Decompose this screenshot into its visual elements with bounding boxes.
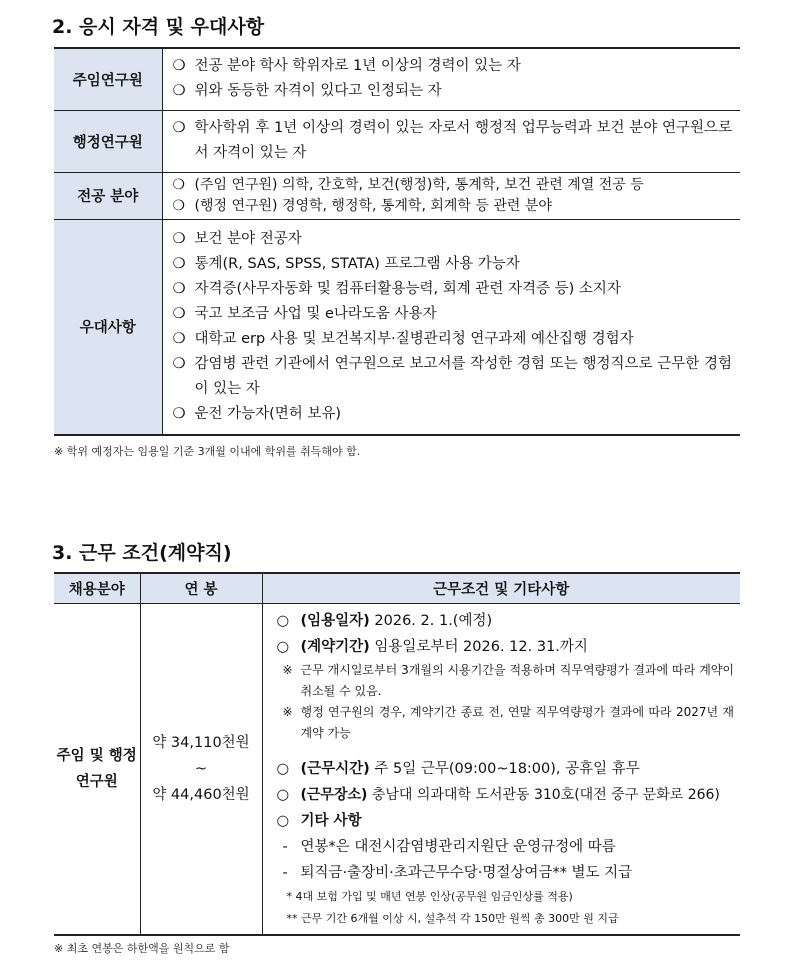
table-row	[54, 604, 740, 936]
bullet-icon: ❍	[172, 83, 186, 100]
list-item: ○ (계약기간) 임용일로부터 2026. 12. 31.까지	[277, 634, 735, 660]
footnote: * 4대 보험 가입 및 매년 연봉 인상(공무원 임금인상률 적용)	[286, 890, 573, 903]
circle-icon: ○	[276, 761, 290, 777]
section2-title: 2. 응시 자격 및 우대사항	[52, 16, 265, 38]
circle-icon: ○	[276, 639, 290, 655]
bullet-icon: ❍	[172, 280, 186, 297]
bullet-icon: ❍	[172, 230, 186, 247]
bullet-icon: ❍	[172, 176, 186, 193]
field-cell: 주임 및 행정 연구원	[54, 604, 140, 936]
list-item: ○ (근무장소) 충남대 의과대학 도서관동 310호(대전 중구 문화로 266)	[277, 782, 735, 808]
section2-note: ※ 학위 예정자는 임용일 기준 3개월 이내에 학위를 취득해야 함.	[54, 445, 361, 458]
bullet-icon: ❍	[172, 405, 186, 422]
bullet-icon: ❍	[172, 355, 186, 372]
sub-note: ※ 행정 연구원의 경우, 계약기간 종료 전, 연말 직무역량평가 결과에 따라 2027년 재계약 가능	[282, 705, 734, 740]
footnote: ** 근무 기간 6개월 이상 시, 설추석 각 150만 원씩 총 300만 원 지급	[286, 912, 619, 925]
bullet-icon: ❍	[172, 120, 186, 136]
row-label: 전공 분야	[54, 172, 162, 219]
list-item: ○ 기타 사항	[277, 808, 735, 834]
bullet-icon: ❍	[172, 58, 186, 75]
sub-note: ※ 근무 개시일로부터 3개월의 시용기간을 적용하며 직무역량평가 결과에 따라 계약이 취소될 수 있음.	[282, 663, 734, 698]
circle-icon: ○	[276, 613, 290, 629]
salary-cell: 약 34,110천원 ~ 약 44,460천원	[140, 604, 262, 936]
circle-icon: ○	[276, 787, 290, 803]
table-row: 우대사항 ❍ 보건 분야 전공자 ❍ 통계(R, SAS, SPSS, STATA) 프로그램 사용 가능자 ❍ 자격증(사무자동화 및 컴퓨터활용능력, 회계 관련 자격증 등) 소지자 ❍ 국고 보조금 사업 및 e나라도움 사용자 ❍ 대학교 erp 사용 및 보건복지부·질병관리청 연구과제 예산집행 경험자 ❍ 감염병 관련 기관에서 연구원으로 보고서를 작성한 경험 또는 행정직으로 근무한 경험이 있는 자 ❍ 운전 가능자(면허 보유)	[54, 219, 740, 435]
row-label: 주임연구원	[54, 48, 162, 110]
row-label: 행정연구원	[54, 110, 162, 172]
table-header-row	[54, 573, 740, 604]
bullet-icon: ❍	[172, 330, 186, 347]
list-item: ○ (임용일자) 2026. 2. 1.(예정)	[277, 608, 735, 634]
header-field: 채용분야	[54, 573, 140, 604]
list-item: - 연봉*은 대전시감염병관리지원단 운영규정에 따름	[282, 839, 616, 855]
section3-note: ※ 최초 연봉은 하한액을 원칙으로 함	[54, 942, 230, 955]
list-item: - 퇴직금·출장비·초과근무수당·명절상여금** 별도 지급	[282, 865, 633, 881]
list-item: ○ (근무시간) 주 5일 근무(09:00~18:00), 공휴일 휴무	[277, 756, 735, 782]
header-conditions: 근무조건 및 기타사항	[262, 573, 740, 604]
bullet-icon: ❍	[172, 197, 186, 214]
work-conditions-table	[54, 572, 740, 936]
bullet-icon: ❍	[172, 305, 186, 322]
header-salary: 연 봉	[140, 573, 262, 604]
table-row: 행정연구원 ❍ 학사학위 후 1년 이상의 경력이 있는 자로서 행정적 업무능력과 보건 분야 연구원으로서 자격이 있는 자	[54, 110, 740, 172]
section3-title: 3. 근무 조건(계약직)	[52, 542, 232, 564]
row-label: 우대사항	[54, 219, 162, 435]
table-row: 전공 분야 ❍ (주임 연구원) 의학, 간호학, 보건(행정)학, 통계학, 보건 관련 계열 전공 등 ❍ (행정 연구원) 경영학, 행정학, 통계학, 회계학 등 관련 분야	[54, 172, 740, 219]
bullet-icon: ❍	[172, 255, 186, 272]
conditions-cell	[262, 604, 740, 936]
circle-icon: ○	[276, 813, 290, 829]
qualification-table	[54, 47, 740, 436]
table-row: 주임연구원 ❍ 전공 분야 학사 학위자로 1년 이상의 경력이 있는 자 ❍ 위와 동등한 자격이 있다고 인정되는 자	[54, 48, 740, 110]
